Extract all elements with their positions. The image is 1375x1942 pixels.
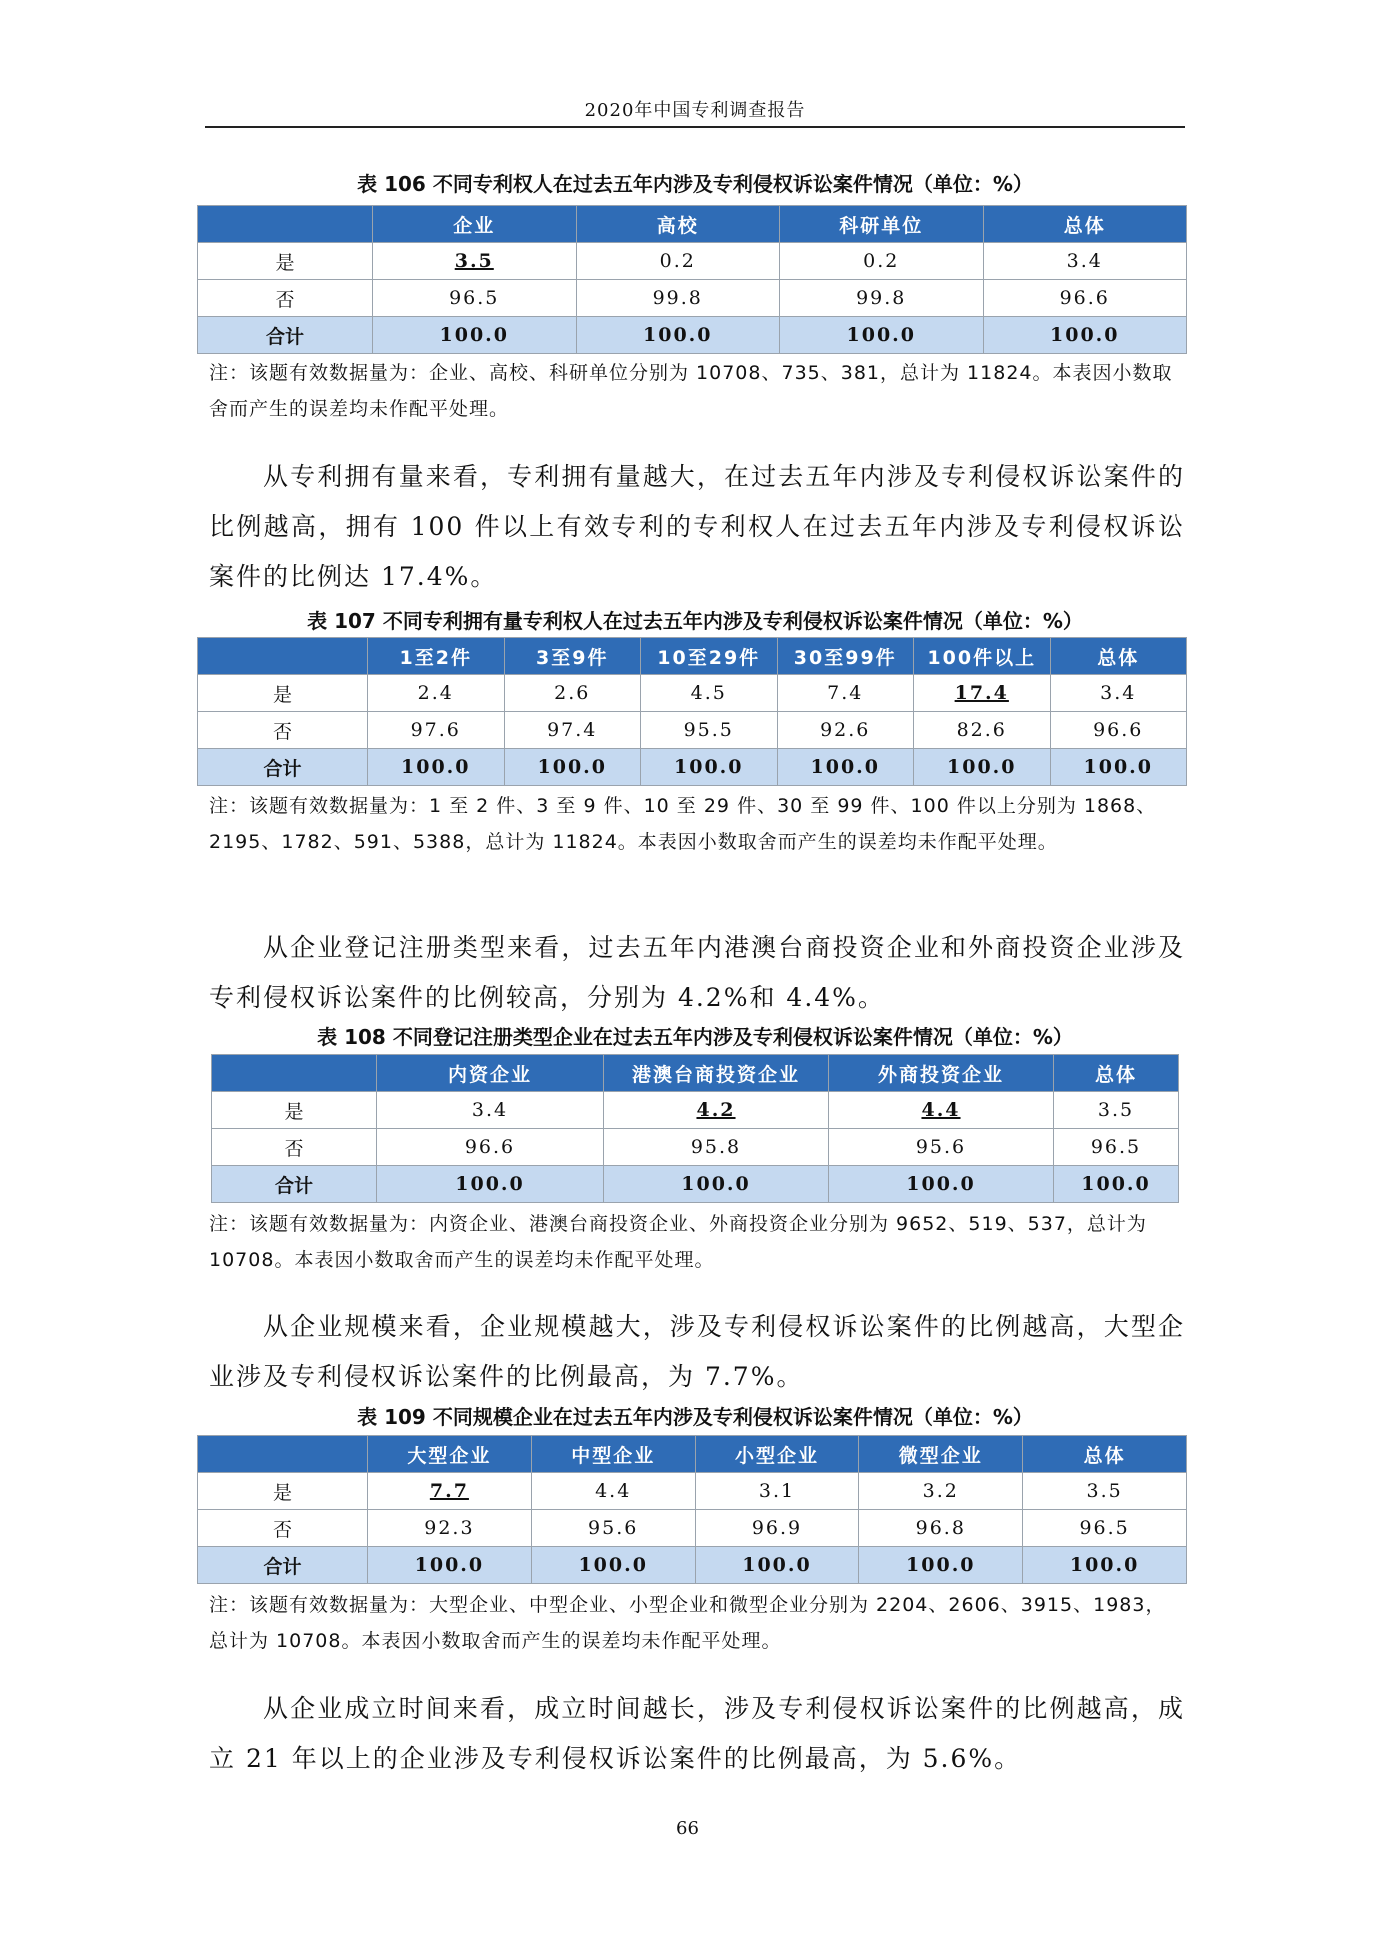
table-row — [198, 712, 1187, 749]
paragraph-patent-holdings: 从专利拥有量来看，专利拥有量越大，在过去五年内涉及专利侵权诉讼案件的比例越高，拥有 100 件以上有效专利的专利权人在过去五年内涉及专利侵权诉讼案件的比例达 17.4%。 — [209, 462, 1185, 591]
table-cell — [983, 243, 1187, 280]
table-cell — [377, 1129, 604, 1166]
table-cell — [1054, 1129, 1179, 1166]
cell-value: 100.0 — [414, 1554, 485, 1576]
table-108-caption: 表 108 不同登记注册类型企业在过去五年内涉及专利侵权诉讼案件情况（单位：%） — [317, 1025, 1073, 1049]
table-cell — [373, 280, 577, 317]
table-cell — [914, 749, 1051, 786]
table-cell — [641, 675, 778, 712]
table-106-note: 注：该题有效数据量为：企业、高校、科研单位分别为 10708、735、381，总计为 11824。本表因小数取舍而产生的误差均未作配平处理。 — [209, 362, 1173, 420]
cell-value: 100.0 — [1083, 756, 1153, 778]
cell-value: 92.6 — [820, 719, 871, 741]
cell-value: 100.0 — [947, 756, 1017, 778]
cell-value: 97.4 — [547, 719, 598, 741]
cell-value: 3.4 — [471, 1099, 509, 1121]
paragraph-establishment-time: 从企业成立时间来看，成立时间越长，涉及专利侵权诉讼案件的比例越高，成立 21 年以上的企业涉及专利侵权诉讼案件的比例最高，为 5.6%。 — [209, 1694, 1185, 1773]
table-cell — [777, 675, 914, 712]
table-cell — [504, 675, 641, 712]
table-cell — [983, 280, 1187, 317]
column-header: 总体 — [1023, 1436, 1187, 1473]
cell-value: 2.4 — [417, 682, 454, 704]
cell-value: 100.0 — [537, 756, 607, 778]
cell-value: 7.7 — [429, 1480, 469, 1502]
table-107 — [197, 637, 1187, 786]
total-row — [212, 1166, 1179, 1203]
column-header: 100件以上 — [914, 638, 1051, 675]
table-cell — [777, 749, 914, 786]
table-row — [198, 280, 1187, 317]
table-cell — [829, 1129, 1054, 1166]
table-cell — [641, 749, 778, 786]
cell-value: 3.5 — [454, 250, 494, 272]
column-header: 30至99件 — [777, 638, 914, 675]
column-header: 3至9件 — [504, 638, 641, 675]
cell-value: 100.0 — [810, 756, 880, 778]
column-header: 微型企业 — [859, 1436, 1023, 1473]
cell-value: 7.4 — [827, 682, 864, 704]
cell-value: 95.6 — [588, 1517, 639, 1539]
cell-value: 97.6 — [410, 719, 461, 741]
table-row — [198, 243, 1187, 280]
table-row — [198, 1510, 1187, 1547]
table-cell — [604, 1129, 829, 1166]
table-cell — [780, 317, 984, 354]
column-header: 高校 — [576, 206, 780, 243]
column-header: 总体 — [983, 206, 1187, 243]
cell-value: 100.0 — [681, 1173, 751, 1195]
column-header: 外商投资企业 — [829, 1055, 1054, 1092]
table-cell — [368, 1473, 532, 1510]
table-cell — [368, 675, 505, 712]
table-109-caption: 表 109 不同规模企业在过去五年内涉及专利侵权诉讼案件情况（单位：%） — [357, 1405, 1033, 1429]
table-cell — [373, 317, 577, 354]
table-109 — [197, 1435, 1187, 1584]
row-label: 是 — [198, 1473, 368, 1510]
header-corner-cell — [198, 638, 368, 675]
table-cell — [1023, 1547, 1187, 1584]
table-cell — [531, 1510, 695, 1547]
cell-value: 100.0 — [1050, 324, 1120, 346]
cell-value: 17.4 — [954, 682, 1009, 704]
table-cell — [368, 1510, 532, 1547]
cell-value: 4.2 — [696, 1099, 736, 1121]
column-header: 港澳台商投资企业 — [604, 1055, 829, 1092]
row-label: 是 — [198, 675, 368, 712]
header-corner-cell — [198, 1436, 368, 1473]
cell-value: 96.6 — [1059, 287, 1110, 309]
table-109-note: 注：该题有效数据量为：大型企业、中型企业、小型企业和微型企业分别为 2204、2606、3915、1983，总计为 10708。本表因小数取舍而产生的误差均未作配平处理。 — [209, 1594, 1166, 1652]
column-header: 科研单位 — [780, 206, 984, 243]
cell-value: 100.0 — [643, 324, 713, 346]
header-rule — [205, 126, 1185, 128]
table-row — [198, 1473, 1187, 1510]
table-cell — [777, 712, 914, 749]
cell-value: 96.5 — [1079, 1517, 1130, 1539]
cell-value: 96.5 — [449, 287, 500, 309]
cell-value: 4.4 — [595, 1480, 632, 1502]
column-header: 大型企业 — [368, 1436, 532, 1473]
table-cell — [1023, 1473, 1187, 1510]
table-cell — [531, 1473, 695, 1510]
column-header: 1至2件 — [368, 638, 505, 675]
table-cell — [695, 1547, 859, 1584]
table-cell — [695, 1473, 859, 1510]
row-label: 否 — [198, 1510, 368, 1547]
row-label: 合计 — [198, 1547, 368, 1584]
table-108 — [211, 1054, 1179, 1203]
cell-value: 0.2 — [659, 250, 696, 272]
cell-value: 100.0 — [1069, 1554, 1140, 1576]
cell-value: 100.0 — [439, 324, 509, 346]
cell-value: 3.5 — [1086, 1480, 1123, 1502]
table-cell — [829, 1166, 1054, 1203]
table-cell — [695, 1510, 859, 1547]
cell-value: 3.2 — [922, 1480, 959, 1502]
row-label: 合计 — [212, 1166, 377, 1203]
row-label: 合计 — [198, 317, 373, 354]
table-cell — [377, 1166, 604, 1203]
table-cell — [829, 1092, 1054, 1129]
cell-value: 96.6 — [464, 1136, 516, 1158]
table-header-row — [212, 1055, 1179, 1092]
column-header: 总体 — [1050, 638, 1187, 675]
table-header-row — [198, 206, 1187, 243]
column-header: 内资企业 — [377, 1055, 604, 1092]
cell-value: 3.1 — [758, 1480, 796, 1502]
paragraph-registration-type: 从企业登记注册类型来看，过去五年内港澳台商投资企业和外商投资企业涉及专利侵权诉讼案件的比例较高，分别为 4.2%和 4.4%。 — [209, 933, 1185, 1012]
table-107-note: 注：该题有效数据量为：1 至 2 件、3 至 9 件、10 至 29 件、30 至 99 件、100 件以上分别为 1868、2195、1782、591、5388，总计为 11824。本表因小数取舍而产生的误差均未作配平处理。 — [209, 795, 1157, 853]
table-cell — [1054, 1166, 1179, 1203]
paragraph-enterprise-scale: 从企业规模来看，企业规模越大，涉及专利侵权诉讼案件的比例越高，大型企业涉及专利侵权诉讼案件的比例最高，为 7.7%。 — [209, 1312, 1185, 1391]
table-106 — [197, 205, 1187, 354]
table-row — [198, 675, 1187, 712]
total-row — [198, 749, 1187, 786]
cell-value: 3.4 — [1066, 250, 1103, 272]
table-cell — [1054, 1092, 1179, 1129]
table-cell — [1023, 1510, 1187, 1547]
total-row — [198, 1547, 1187, 1584]
table-cell — [576, 243, 780, 280]
cell-value: 95.8 — [690, 1136, 742, 1158]
cell-value: 96.5 — [1090, 1136, 1142, 1158]
page-number: 66 — [676, 1818, 699, 1839]
header-corner-cell — [198, 206, 373, 243]
table-cell — [780, 280, 984, 317]
cell-value: 100.0 — [742, 1554, 812, 1576]
total-row — [198, 317, 1187, 354]
row-label: 合计 — [198, 749, 368, 786]
cell-value: 96.6 — [1093, 719, 1144, 741]
table-cell — [368, 1547, 532, 1584]
table-cell — [368, 749, 505, 786]
table-108-note: 注：该题有效数据量为：内资企业、港澳台商投资企业、外商投资企业分别为 9652、519、537，总计为 10708。本表因小数取舍而产生的误差均未作配平处理。 — [209, 1213, 1147, 1271]
cell-value: 96.9 — [751, 1517, 803, 1539]
table-cell — [1050, 675, 1187, 712]
table-cell — [859, 1473, 1023, 1510]
table-cell — [1050, 712, 1187, 749]
cell-value: 82.6 — [956, 719, 1007, 741]
table-cell — [373, 243, 577, 280]
table-cell — [504, 712, 641, 749]
table-cell — [576, 280, 780, 317]
table-107-caption: 表 107 不同专利拥有量专利权人在过去五年内涉及专利侵权诉讼案件情况（单位：%） — [307, 609, 1083, 633]
row-label: 否 — [198, 280, 373, 317]
table-cell — [1050, 749, 1187, 786]
table-106-caption: 表 106 不同专利权人在过去五年内涉及专利侵权诉讼案件情况（单位：%） — [357, 172, 1033, 196]
row-label: 否 — [212, 1129, 377, 1166]
cell-value: 95.5 — [683, 719, 734, 741]
table-cell — [504, 749, 641, 786]
table-cell — [859, 1510, 1023, 1547]
cell-value: 3.4 — [1100, 682, 1137, 704]
table-cell — [641, 712, 778, 749]
column-header: 小型企业 — [695, 1436, 859, 1473]
column-header: 10至29件 — [641, 638, 778, 675]
cell-value: 92.3 — [424, 1517, 475, 1539]
table-cell — [604, 1166, 829, 1203]
cell-value: 0.2 — [863, 250, 900, 272]
cell-value: 100.0 — [455, 1173, 525, 1195]
table-row — [212, 1092, 1179, 1129]
cell-value: 99.8 — [652, 287, 703, 309]
row-label: 否 — [198, 712, 368, 749]
row-label: 是 — [198, 243, 373, 280]
header-corner-cell — [212, 1055, 377, 1092]
cell-value: 2.6 — [554, 682, 591, 704]
cell-value: 4.4 — [921, 1099, 961, 1121]
table-cell — [531, 1547, 695, 1584]
table-cell — [377, 1092, 604, 1129]
cell-value: 95.6 — [915, 1136, 967, 1158]
cell-value: 99.8 — [856, 287, 907, 309]
cell-value: 100.0 — [578, 1554, 648, 1576]
table-cell — [576, 317, 780, 354]
table-header-row — [198, 638, 1187, 675]
table-cell — [604, 1092, 829, 1129]
table-header-row — [198, 1436, 1187, 1473]
table-cell — [983, 317, 1187, 354]
page-header: 2020年中国专利调查报告 — [584, 100, 806, 121]
row-label: 是 — [212, 1092, 377, 1129]
table-cell — [368, 712, 505, 749]
cell-value: 100.0 — [906, 1173, 976, 1195]
column-header: 中型企业 — [531, 1436, 695, 1473]
table-cell — [914, 675, 1051, 712]
column-header: 总体 — [1054, 1055, 1179, 1092]
cell-value: 100.0 — [401, 756, 471, 778]
cell-value: 96.8 — [915, 1517, 966, 1539]
cell-value: 100.0 — [1081, 1173, 1151, 1195]
table-row — [212, 1129, 1179, 1166]
cell-value: 4.5 — [690, 682, 727, 704]
cell-value: 100.0 — [906, 1554, 976, 1576]
cell-value: 3.5 — [1097, 1099, 1135, 1121]
table-cell — [780, 243, 984, 280]
table-cell — [859, 1547, 1023, 1584]
column-header: 企业 — [373, 206, 577, 243]
cell-value: 100.0 — [846, 324, 916, 346]
cell-value: 100.0 — [674, 756, 744, 778]
table-cell — [914, 712, 1051, 749]
